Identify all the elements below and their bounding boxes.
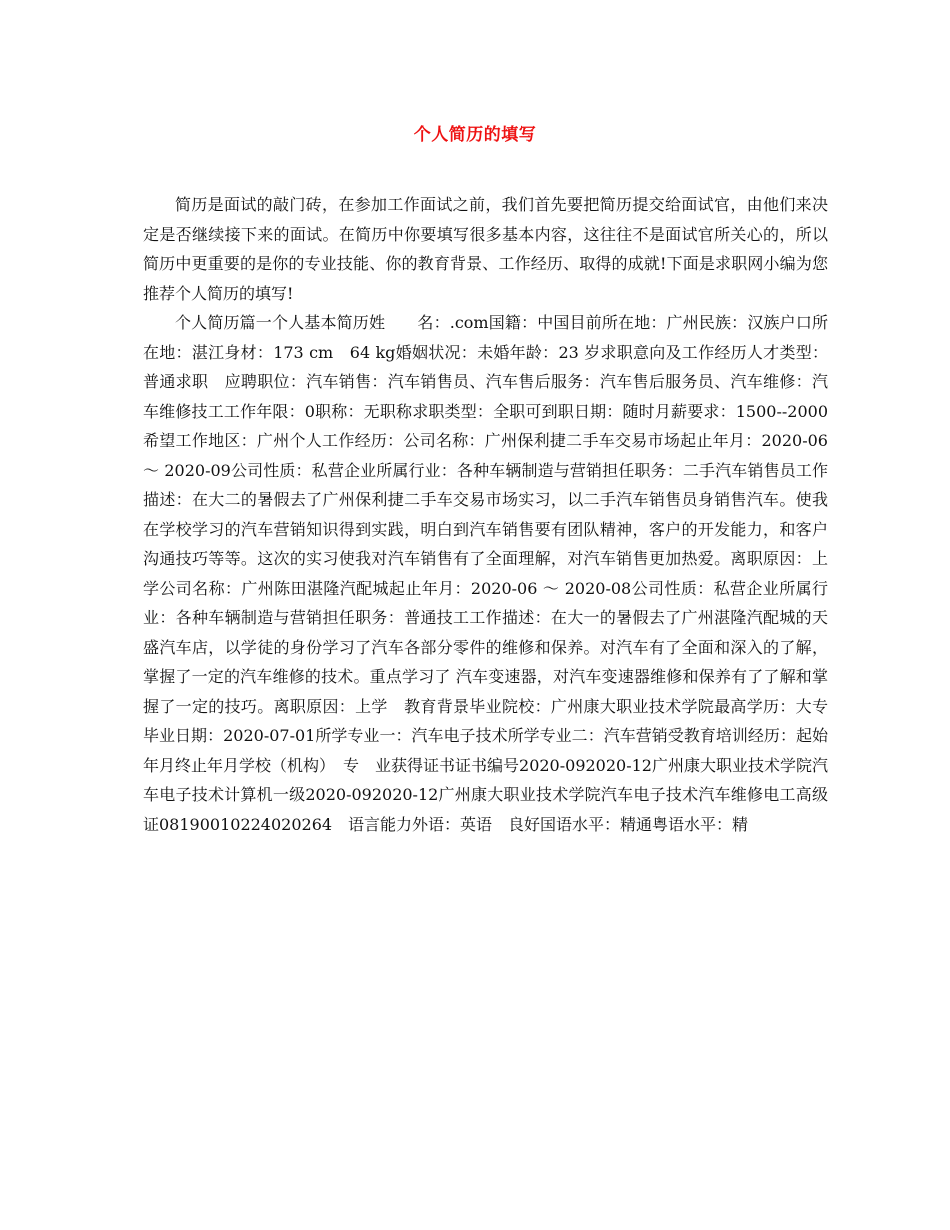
resume-paragraph: 个人简历篇一个人基本简历姓 名：.com国籍：中国目前所在地：广州民族：汉族户口所在地：湛江身材：173 cm 64 kg婚姻状况：未婚年龄：23 岁求职意向及工作经历人才类型：普通求职 应聘职位：汽车销售：汽车销售员、汽车售后服务：汽车售后服务员、汽车维修：汽车维修技工工作年限：0职称：无职称求职类型：全职可到职日期：随时月薪要求：1500--2000希望工作地区：广州个人工作经历：公司名称：广州保利捷二手车交易市场起止年月：2020-06 ～ 2020-09公司性质：私营企业所属行业：各种车辆制造与营销担任职务：二手汽车销售员工作描述：在大二的暑假去了广州保利捷二手车交易市场实习，以二手汽车销售员身销售汽车。使我在学校学习的汽车营销知识得到实践，明白到汽车销售要有团队精神，客户的开发能力，和客户沟通技巧等等。这次的实习使我对汽车销售有了全面理解，对汽车销售更加热爱。离职原因：上学公司名称：广州陈田湛隆汽配城起止年月：2020-06 ～ 2020-08公司性质：私营企业所属行业：各种车辆制造与营销担任职务：普通技工工作描述：在大一的暑假去了广州湛隆汽配城的天盛汽车店，以学徒的身份学习了汽车各部分零件的维修和保养。对汽车有了全面和深入的了解，掌握了一定的汽车维修的技术。重点学习了 汽车变速器，对汽车变速器维修和保养有了了解和掌握了一定的技巧。离职原因：上学 教育背景毕业院校：广州康大职业技术学院最高学历：大专毕业日期：2020-07-01所学专业一：汽车电子技术所学专业二：汽车营销受教育培训经历：起始年月终止年月学校（机构） 专 业获得证书证书编号2020-092020-12广州康大职业技术学院汽车电子技术计算机一级2020-092020-12广州康大职业技术学院汽车电子技术汽车维修电工高级证08190010224020264 语言能力外语：英语 良好国语水平：精通粤语水平：精 (143, 313, 828, 834)
intro-paragraph: 简历是面试的敲门砖，在参加工作面试之前，我们首先要把简历提交给面试官，由他们来决定是否继续接下来的面试。在简历中你要填写很多基本内容，这往往不是面试官所关心的，所以简历中更重要的是你的专业技能、你的教育背景、工作经历、取得的成就!下面是求职网小编为您推荐个人简历的填写! (143, 195, 828, 303)
document-title: 个人简历的填写 (413, 125, 537, 145)
document-body (143, 190, 828, 839)
